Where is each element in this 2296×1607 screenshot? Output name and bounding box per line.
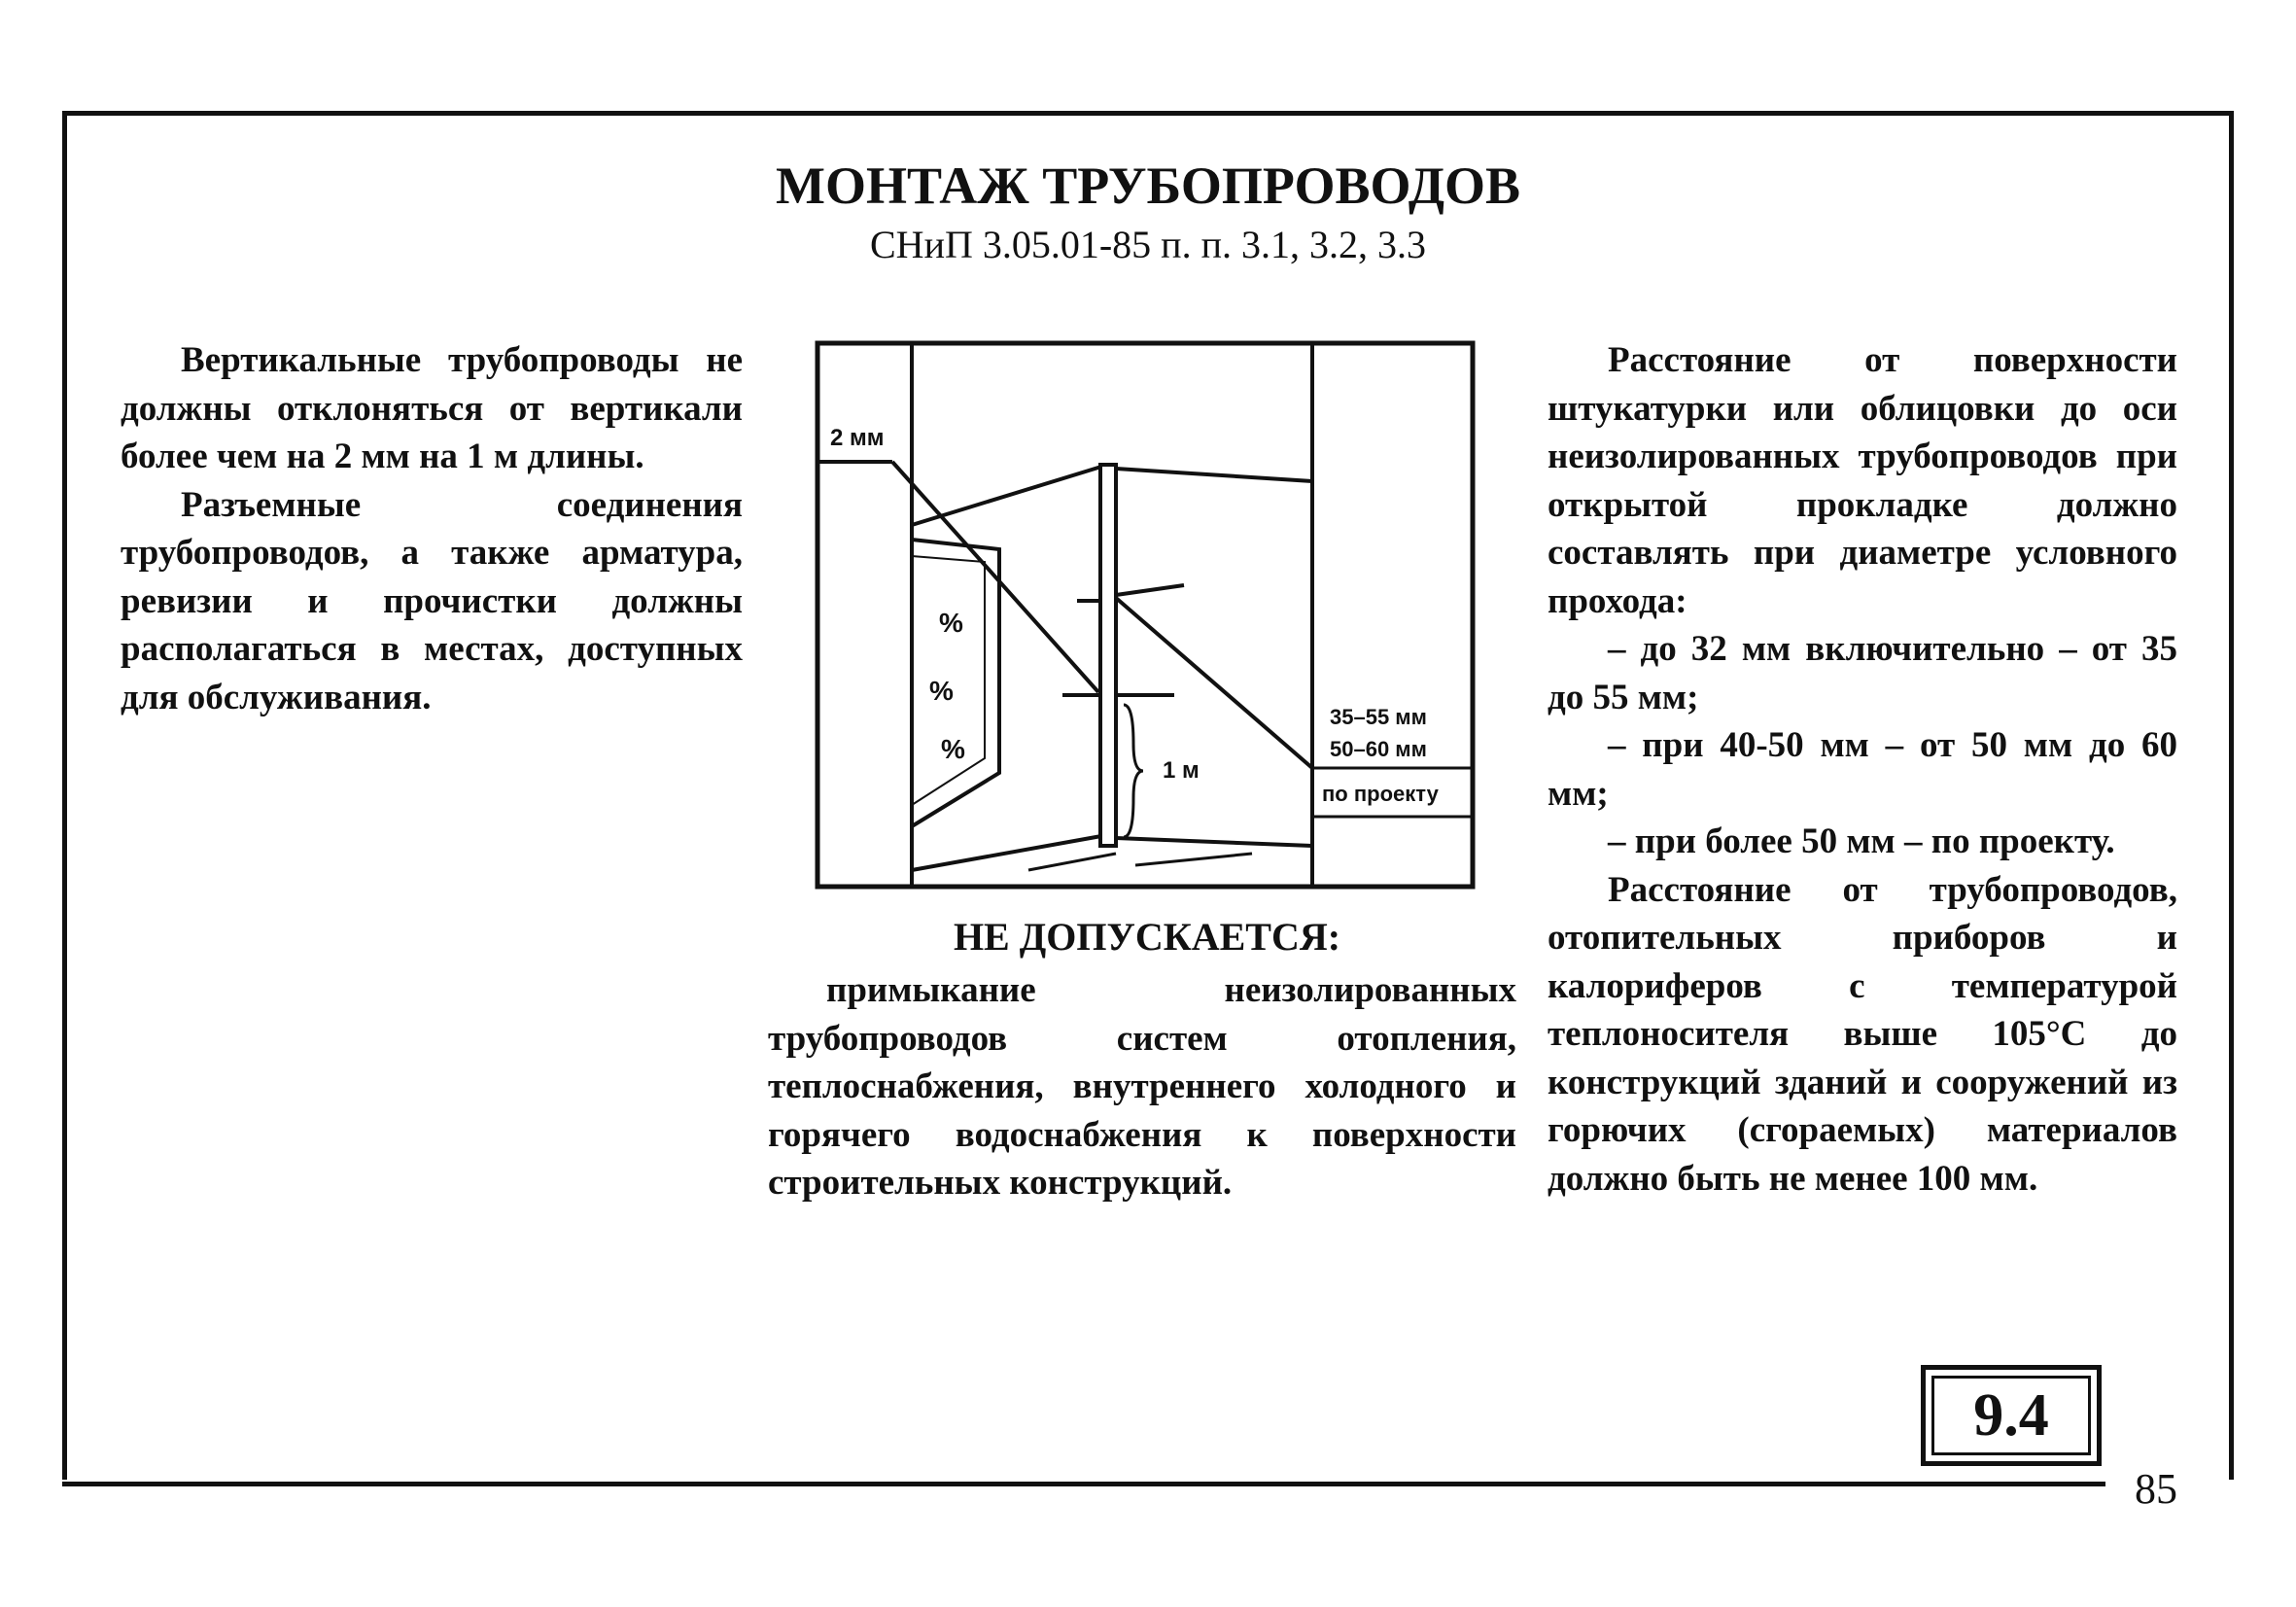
right-item-1: – до 32 мм включительно – от 35 до 55 мм; — [1548, 629, 2177, 717]
caption-text-block — [768, 966, 1516, 1207]
label-project: по проекту — [1322, 782, 1439, 806]
caption-heading: НЕ ДОПУСКАЕТСЯ: — [953, 915, 1341, 959]
svg-text:%: % — [929, 676, 954, 706]
left-paragraph-1: Вертикальные трубопроводы не должны отклоняться от вертикали более чем на 2 мм на 1 м длины. — [121, 340, 743, 476]
caption-text: примыкание неизолированных трубопроводов систем отопления, теплоснабжения, внутреннего холодного и горячего водоснабжения к поверхности строительных конструкций. — [768, 970, 1516, 1203]
right-paragraph-2: Расстояние от трубопроводов, отопительных приборов и калориферов с температурой теплоносителя выше 105°С до конструкций зданий и сооружений из горючих (сгораемых) материалов должно быть не менее 100 мм. — [1548, 869, 2177, 1199]
label-length: 1 м — [1163, 757, 1200, 784]
length-bracket — [1124, 705, 1143, 837]
page-subtitle: СНиП 3.05.01-85 п. п. 3.1, 3.2, 3.3 — [870, 223, 1426, 266]
left-column — [121, 336, 743, 721]
label-distance-2: 50–60 мм — [1330, 737, 1427, 761]
page-number: 85 — [2135, 1465, 2177, 1513]
label-deviation: 2 мм — [830, 425, 885, 451]
distance-leader-line — [1116, 598, 1312, 768]
right-item-2: – при 40-50 мм – от 50 мм до 60 мм; — [1548, 725, 2177, 814]
bottom-rule — [62, 1482, 2105, 1486]
section-number-box — [1921, 1365, 2102, 1466]
left-paragraph-2: Разъемные соединения трубопроводов, а также арматура, ревизии и прочистки должны располагаться в местах, доступных для обслуживания. — [121, 484, 743, 717]
section-number: 9.4 — [1931, 1376, 2091, 1455]
vertical-pipe — [1100, 465, 1116, 846]
svg-text:%: % — [939, 608, 963, 638]
window — [912, 540, 999, 826]
right-intro: Расстояние от поверхности штукатурки или облицовки до оси неизолированных трубопроводов при открытой прокладке должно составлять при диаметре условного прохода: — [1548, 340, 2177, 621]
right-column — [1548, 336, 2177, 1203]
pipe-installation-diagram — [815, 340, 1476, 890]
page-title: МОНТАЖ ТРУБОПРОВОДОВ — [776, 157, 1520, 215]
deviation-leader-line — [892, 462, 1098, 692]
svg-text:%: % — [941, 734, 965, 764]
label-distance-1: 35–55 мм — [1330, 705, 1427, 729]
right-item-3: – при более 50 мм – по проекту. — [1608, 821, 2115, 861]
